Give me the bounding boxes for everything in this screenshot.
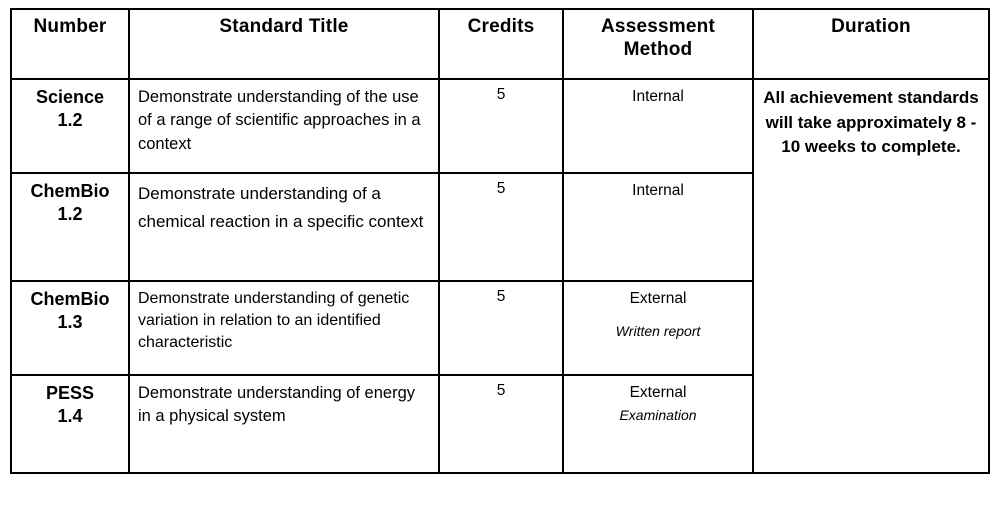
table-row	[11, 79, 989, 173]
cell-number-line1: ChemBio	[30, 289, 110, 309]
cell-number-line2: 1.2	[57, 203, 83, 224]
assessment-method-value: External	[629, 384, 687, 401]
cell-number	[11, 79, 129, 173]
column-header-assessment-method	[563, 9, 753, 79]
column-header-standard-title: Standard Title	[129, 9, 439, 79]
cell-assessment-method	[563, 375, 753, 473]
column-header-assessment-method-line2: Method	[623, 38, 693, 60]
assessment-method-note: Written report	[615, 322, 701, 339]
cell-number	[11, 375, 129, 473]
cell-assessment-method	[563, 79, 753, 173]
assessment-method-value: External	[629, 290, 687, 307]
cell-standard-title: Demonstrate understanding of the use of a range of scientific approaches in a context	[129, 79, 439, 173]
column-header-assessment-method-line1: Assessment	[601, 16, 715, 37]
cell-standard-title: Demonstrate understanding of a chemical reaction in a specific context	[129, 173, 439, 281]
assessment-method-value: Internal	[632, 88, 684, 105]
cell-number-line2: 1.2	[57, 109, 83, 130]
cell-assessment-method	[563, 173, 753, 281]
standards-table	[10, 8, 990, 474]
cell-standard-title: Demonstrate understanding of genetic variation in relation to an identified characteristic	[129, 281, 439, 375]
cell-assessment-method	[563, 281, 753, 375]
column-header-number: Number	[11, 9, 129, 79]
column-header-duration: Duration	[753, 9, 989, 79]
cell-credits: 5	[439, 173, 563, 281]
cell-standard-title: Demonstrate understanding of energy in a physical system	[129, 375, 439, 473]
assessment-method-note: Examination	[619, 406, 697, 423]
cell-duration: All achievement standards will take approximately 8 - 10 weeks to complete.	[753, 79, 989, 473]
table-header-row	[11, 9, 989, 79]
column-header-credits: Credits	[439, 9, 563, 79]
cell-credits: 5	[439, 375, 563, 473]
table-body	[11, 79, 989, 473]
table-header	[11, 9, 989, 79]
cell-credits: 5	[439, 281, 563, 375]
cell-number-line2: 1.3	[57, 311, 83, 332]
cell-number-line1: PESS	[45, 383, 95, 403]
assessment-method-value: Internal	[632, 182, 684, 199]
cell-number-line1: ChemBio	[30, 181, 110, 201]
cell-number-line2: 1.4	[57, 405, 83, 426]
cell-number-line1: Science	[35, 87, 105, 107]
cell-number	[11, 173, 129, 281]
cell-credits: 5	[439, 79, 563, 173]
cell-number	[11, 281, 129, 375]
